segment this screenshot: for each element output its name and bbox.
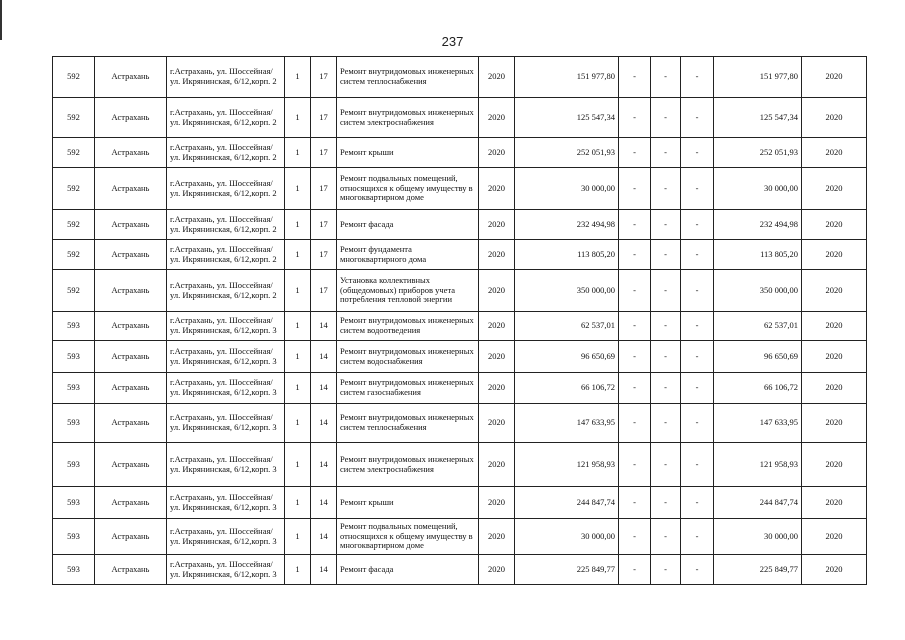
row-dash-2: -	[651, 312, 681, 341]
table-row	[53, 373, 867, 404]
row-total-cost: 232 494,98	[515, 210, 619, 240]
table-row	[53, 519, 867, 555]
row-work-type: Ремонт внутридомовых инженерных систем электроснабжения	[337, 443, 479, 487]
row-dash-3: -	[681, 270, 714, 312]
row-work-type: Ремонт фасада	[337, 555, 479, 585]
row-dash-3: -	[681, 487, 714, 519]
row-work-type: Ремонт фасада	[337, 210, 479, 240]
row-sum: 30 000,00	[714, 519, 802, 555]
row-sum: 232 494,98	[714, 210, 802, 240]
row-col5: 14	[311, 487, 337, 519]
row-sum: 30 000,00	[714, 168, 802, 210]
row-total-cost: 66 106,72	[515, 373, 619, 404]
row-address: г.Астрахань, ул. Шоссейная/ ул. Икрянинская, 6/12,корп. 3	[167, 404, 285, 443]
row-sum: 244 847,74	[714, 487, 802, 519]
row-work-type: Ремонт внутридомовых инженерных систем газоснабжения	[337, 373, 479, 404]
row-year: 2020	[479, 270, 515, 312]
row-col5: 14	[311, 404, 337, 443]
row-year: 2020	[479, 138, 515, 168]
table-row	[53, 341, 867, 373]
row-number: 592	[53, 210, 95, 240]
row-work-type: Ремонт фундамента многоквартирного дома	[337, 240, 479, 270]
row-work-type: Ремонт подвальных помещений, относящихся к общему имуществу в многоквартирном доме	[337, 519, 479, 555]
row-dash-2: -	[651, 519, 681, 555]
row-dash-3: -	[681, 443, 714, 487]
row-city: Астрахань	[95, 555, 167, 585]
row-number: 592	[53, 98, 95, 138]
row-address: г.Астрахань, ул. Шоссейная/ ул. Икрянинская, 6/12,корп. 3	[167, 519, 285, 555]
row-number: 592	[53, 138, 95, 168]
row-year: 2020	[479, 240, 515, 270]
row-total-cost: 252 051,93	[515, 138, 619, 168]
table-row	[53, 270, 867, 312]
row-city: Астрахань	[95, 240, 167, 270]
row-col5: 17	[311, 270, 337, 312]
row-number: 592	[53, 168, 95, 210]
row-year: 2020	[479, 57, 515, 98]
row-col5: 14	[311, 519, 337, 555]
row-dash-1: -	[619, 98, 651, 138]
table-row	[53, 443, 867, 487]
row-dash-1: -	[619, 312, 651, 341]
row-sum: 121 958,93	[714, 443, 802, 487]
row-year: 2020	[479, 312, 515, 341]
page-number: 237	[441, 34, 464, 49]
row-col4: 1	[285, 519, 311, 555]
row-year-end: 2020	[802, 57, 867, 98]
row-address: г.Астрахань, ул. Шоссейная/ ул. Икрянинская, 6/12,корп. 3	[167, 373, 285, 404]
row-dash-2: -	[651, 98, 681, 138]
row-total-cost: 113 805,20	[515, 240, 619, 270]
row-year: 2020	[479, 519, 515, 555]
row-address: г.Астрахань, ул. Шоссейная/ ул. Икрянинская, 6/12,корп. 3	[167, 341, 285, 373]
row-year-end: 2020	[802, 404, 867, 443]
row-work-type: Ремонт внутридомовых инженерных систем водоснабжения	[337, 341, 479, 373]
row-sum: 225 849,77	[714, 555, 802, 585]
row-col4: 1	[285, 210, 311, 240]
row-address: г.Астрахань, ул. Шоссейная/ ул. Икрянинская, 6/12,корп. 3	[167, 443, 285, 487]
row-total-cost: 125 547,34	[515, 98, 619, 138]
row-number: 593	[53, 341, 95, 373]
row-col4: 1	[285, 341, 311, 373]
row-dash-1: -	[619, 555, 651, 585]
row-year-end: 2020	[802, 138, 867, 168]
row-year: 2020	[479, 555, 515, 585]
row-address: г.Астрахань, ул. Шоссейная/ ул. Икрянинская, 6/12,корп. 2	[167, 270, 285, 312]
row-sum: 96 650,69	[714, 341, 802, 373]
row-address: г.Астрахань, ул. Шоссейная/ ул. Икрянинская, 6/12,корп. 2	[167, 168, 285, 210]
row-dash-2: -	[651, 487, 681, 519]
row-col4: 1	[285, 404, 311, 443]
row-year: 2020	[479, 373, 515, 404]
row-dash-3: -	[681, 168, 714, 210]
row-city: Астрахань	[95, 312, 167, 341]
row-address: г.Астрахань, ул. Шоссейная/ ул. Икрянинская, 6/12,корп. 3	[167, 555, 285, 585]
row-city: Астрахань	[95, 98, 167, 138]
row-number: 592	[53, 270, 95, 312]
row-year: 2020	[479, 341, 515, 373]
row-dash-3: -	[681, 138, 714, 168]
row-col4: 1	[285, 270, 311, 312]
row-city: Астрахань	[95, 519, 167, 555]
table-row	[53, 555, 867, 585]
row-dash-2: -	[651, 555, 681, 585]
row-work-type: Ремонт крыши	[337, 487, 479, 519]
table-row	[53, 487, 867, 519]
row-sum: 252 051,93	[714, 138, 802, 168]
row-total-cost: 244 847,74	[515, 487, 619, 519]
row-col4: 1	[285, 240, 311, 270]
row-col5: 17	[311, 57, 337, 98]
row-year-end: 2020	[802, 443, 867, 487]
row-number: 593	[53, 373, 95, 404]
row-dash-1: -	[619, 519, 651, 555]
row-address: г.Астрахань, ул. Шоссейная/ ул. Икрянинская, 6/12,корп. 3	[167, 487, 285, 519]
row-number: 593	[53, 312, 95, 341]
row-dash-3: -	[681, 57, 714, 98]
row-work-type: Ремонт внутридомовых инженерных систем теплоснабжения	[337, 57, 479, 98]
row-dash-3: -	[681, 373, 714, 404]
row-sum: 66 106,72	[714, 373, 802, 404]
row-work-type: Ремонт крыши	[337, 138, 479, 168]
row-address: г.Астрахань, ул. Шоссейная/ ул. Икрянинская, 6/12,корп. 2	[167, 57, 285, 98]
row-dash-1: -	[619, 210, 651, 240]
row-year: 2020	[479, 168, 515, 210]
row-total-cost: 30 000,00	[515, 168, 619, 210]
table-row	[53, 210, 867, 240]
row-city: Астрахань	[95, 341, 167, 373]
row-city: Астрахань	[95, 373, 167, 404]
row-col5: 17	[311, 240, 337, 270]
row-dash-3: -	[681, 210, 714, 240]
row-dash-1: -	[619, 168, 651, 210]
row-dash-3: -	[681, 404, 714, 443]
row-dash-2: -	[651, 168, 681, 210]
table-row	[53, 404, 867, 443]
row-number: 593	[53, 487, 95, 519]
row-city: Астрахань	[95, 57, 167, 98]
row-work-type: Ремонт внутридомовых инженерных систем электроснабжения	[337, 98, 479, 138]
row-address: г.Астрахань, ул. Шоссейная/ ул. Икрянинская, 6/12,корп. 2	[167, 240, 285, 270]
row-city: Астрахань	[95, 443, 167, 487]
row-work-type: Установка коллективных (общедомовых) приборов учета потребления тепловой энергии	[337, 270, 479, 312]
row-dash-3: -	[681, 98, 714, 138]
row-dash-3: -	[681, 519, 714, 555]
row-year-end: 2020	[802, 341, 867, 373]
row-dash-1: -	[619, 57, 651, 98]
row-col5: 17	[311, 210, 337, 240]
row-col5: 14	[311, 341, 337, 373]
row-col5: 14	[311, 443, 337, 487]
row-dash-1: -	[619, 373, 651, 404]
row-total-cost: 151 977,80	[515, 57, 619, 98]
row-year-end: 2020	[802, 168, 867, 210]
row-dash-1: -	[619, 240, 651, 270]
row-year: 2020	[479, 210, 515, 240]
row-col4: 1	[285, 98, 311, 138]
row-total-cost: 62 537,01	[515, 312, 619, 341]
row-col5: 17	[311, 138, 337, 168]
row-dash-2: -	[651, 443, 681, 487]
row-year-end: 2020	[802, 555, 867, 585]
row-year: 2020	[479, 404, 515, 443]
row-total-cost: 225 849,77	[515, 555, 619, 585]
table-row	[53, 168, 867, 210]
row-dash-1: -	[619, 138, 651, 168]
capital-repair-table	[52, 56, 867, 585]
row-sum: 151 977,80	[714, 57, 802, 98]
row-city: Астрахань	[95, 404, 167, 443]
row-sum: 350 000,00	[714, 270, 802, 312]
row-dash-1: -	[619, 270, 651, 312]
row-dash-2: -	[651, 373, 681, 404]
row-total-cost: 350 000,00	[515, 270, 619, 312]
row-total-cost: 96 650,69	[515, 341, 619, 373]
row-year-end: 2020	[802, 519, 867, 555]
row-dash-1: -	[619, 404, 651, 443]
row-dash-2: -	[651, 57, 681, 98]
row-col4: 1	[285, 555, 311, 585]
row-dash-3: -	[681, 312, 714, 341]
row-dash-2: -	[651, 210, 681, 240]
row-dash-1: -	[619, 487, 651, 519]
row-dash-3: -	[681, 341, 714, 373]
row-address: г.Астрахань, ул. Шоссейная/ ул. Икрянинская, 6/12,корп. 2	[167, 210, 285, 240]
table-row	[53, 138, 867, 168]
table-row	[53, 57, 867, 98]
row-city: Астрахань	[95, 168, 167, 210]
row-dash-2: -	[651, 341, 681, 373]
row-col4: 1	[285, 168, 311, 210]
row-number: 592	[53, 240, 95, 270]
row-work-type: Ремонт внутридомовых инженерных систем теплоснабжения	[337, 404, 479, 443]
row-col5: 17	[311, 168, 337, 210]
row-address: г.Астрахань, ул. Шоссейная/ ул. Икрянинская, 6/12,корп. 3	[167, 312, 285, 341]
row-year-end: 2020	[802, 487, 867, 519]
row-work-type: Ремонт внутридомовых инженерных систем водоотведения	[337, 312, 479, 341]
row-dash-2: -	[651, 270, 681, 312]
row-col4: 1	[285, 443, 311, 487]
row-col4: 1	[285, 57, 311, 98]
row-number: 593	[53, 404, 95, 443]
row-address: г.Астрахань, ул. Шоссейная/ ул. Икрянинская, 6/12,корп. 2	[167, 98, 285, 138]
row-col4: 1	[285, 138, 311, 168]
row-dash-2: -	[651, 138, 681, 168]
table-row	[53, 98, 867, 138]
row-total-cost: 121 958,93	[515, 443, 619, 487]
row-year-end: 2020	[802, 210, 867, 240]
row-dash-2: -	[651, 404, 681, 443]
row-year-end: 2020	[802, 373, 867, 404]
row-sum: 113 805,20	[714, 240, 802, 270]
row-year-end: 2020	[802, 312, 867, 341]
row-year: 2020	[479, 487, 515, 519]
table-row	[53, 240, 867, 270]
row-dash-1: -	[619, 443, 651, 487]
row-city: Астрахань	[95, 270, 167, 312]
table-row	[53, 312, 867, 341]
row-col4: 1	[285, 487, 311, 519]
row-year: 2020	[479, 443, 515, 487]
row-year: 2020	[479, 98, 515, 138]
row-sum: 125 547,34	[714, 98, 802, 138]
row-col5: 14	[311, 373, 337, 404]
row-number: 592	[53, 57, 95, 98]
row-city: Астрахань	[95, 138, 167, 168]
row-number: 593	[53, 519, 95, 555]
row-year-end: 2020	[802, 98, 867, 138]
row-dash-2: -	[651, 240, 681, 270]
row-col5: 14	[311, 312, 337, 341]
row-number: 593	[53, 555, 95, 585]
row-col4: 1	[285, 373, 311, 404]
row-dash-3: -	[681, 555, 714, 585]
row-city: Астрахань	[95, 210, 167, 240]
row-year-end: 2020	[802, 270, 867, 312]
row-sum: 62 537,01	[714, 312, 802, 341]
row-address: г.Астрахань, ул. Шоссейная/ ул. Икрянинская, 6/12,корп. 2	[167, 138, 285, 168]
row-dash-1: -	[619, 341, 651, 373]
row-city: Астрахань	[95, 487, 167, 519]
row-total-cost: 30 000,00	[515, 519, 619, 555]
row-total-cost: 147 633,95	[515, 404, 619, 443]
row-dash-3: -	[681, 240, 714, 270]
row-col5: 14	[311, 555, 337, 585]
row-number: 593	[53, 443, 95, 487]
row-year-end: 2020	[802, 240, 867, 270]
row-col5: 17	[311, 98, 337, 138]
row-sum: 147 633,95	[714, 404, 802, 443]
row-work-type: Ремонт подвальных помещений, относящихся к общему имуществу в многоквартирном доме	[337, 168, 479, 210]
row-col4: 1	[285, 312, 311, 341]
